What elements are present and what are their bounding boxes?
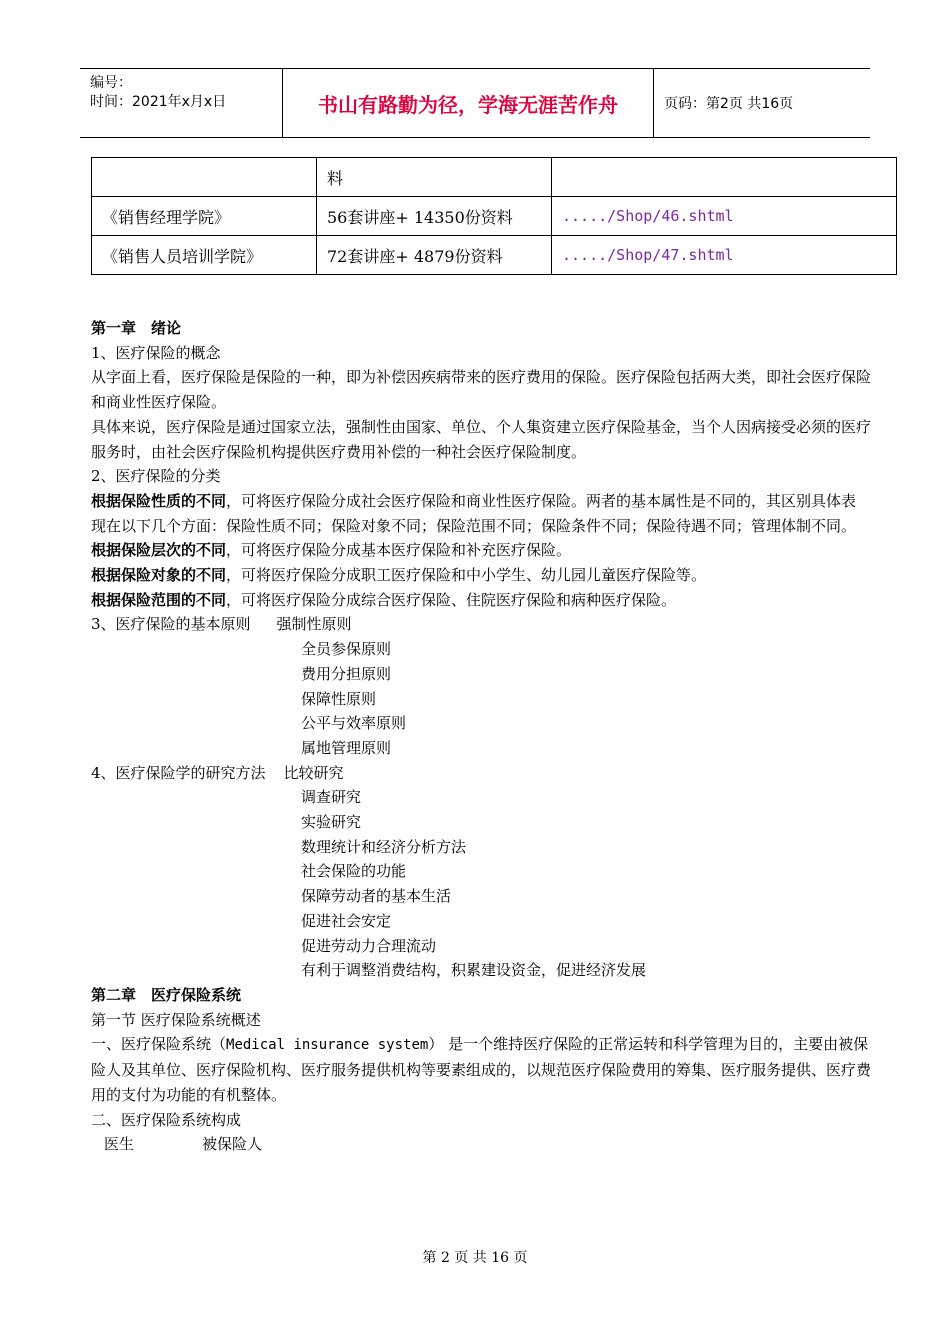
header-meta: [80, 69, 283, 137]
table-link[interactable]: ...../Shop/47.shtml: [552, 236, 897, 275]
table-link[interactable]: ...../Shop/46.shtml: [552, 197, 897, 236]
list-item: 费用分担原则: [301, 664, 392, 683]
list-item: 全员参保原则: [301, 640, 392, 659]
paragraph: [91, 1032, 871, 1107]
paragraph-text: ，可将医疗保险分成综合医疗保险、住院医疗保险和病种医疗保险。: [226, 590, 677, 609]
list-item: 调查研究: [301, 788, 362, 807]
list-item: 公平与效率原则: [301, 714, 407, 733]
paragraph: [91, 588, 871, 613]
section-title: [91, 761, 871, 786]
paragraph: [91, 563, 871, 588]
paragraph: 具体来说，医疗保险是通过国家立法，强制性由国家、单位、个人集资建立医疗保险基金，当个人因病接受必须的医疗服务时，由社会医疗保险机构提供医疗费用补偿的一种社会医疗保险制度。: [91, 417, 872, 461]
paragraph-text: 一、医疗保险系统（: [91, 1035, 227, 1054]
bold-lead: 根据保险范围的不同: [91, 590, 227, 609]
section-title: 2、医疗保险的分类: [91, 467, 221, 486]
table-row: [92, 158, 897, 197]
table-cell: 72套讲座+ 4879份资料: [317, 236, 552, 275]
table-row: [92, 197, 897, 236]
resource-table: [91, 157, 897, 275]
chapter-title: 第一章 绪论: [91, 319, 182, 337]
header-motto: 书山有路勤为径，学海无涯苦作舟: [283, 69, 654, 137]
list-item: 数理统计和经济分析方法: [301, 837, 467, 856]
paragraph: [91, 538, 871, 563]
list-item: 有利于调整消费结构，积累建设资金，促进经济发展: [301, 961, 647, 980]
list-item: 比较研究: [283, 763, 344, 782]
document-body: [91, 316, 871, 1157]
paragraph: [91, 489, 871, 538]
doctor-label: 医生: [104, 1135, 135, 1154]
section-title-text: 4、医疗保险学的研究方法: [91, 763, 266, 782]
list-item: 促进社会安定: [301, 911, 392, 930]
bold-lead: 根据保险性质的不同: [91, 491, 227, 510]
date-line: 时间：2021年x月x日: [90, 94, 227, 110]
section-title: 1、医疗保险的概念: [91, 343, 221, 362]
table-cell: 料: [317, 158, 552, 197]
bold-lead: 根据保险层次的不同: [91, 541, 227, 560]
insured-label: 被保险人: [202, 1135, 263, 1154]
bold-lead: 根据保险对象的不同: [91, 566, 227, 585]
table-cell: 《销售人员培训学院》: [92, 236, 317, 275]
list-item: 保障性原则: [301, 689, 377, 708]
list-item: 属地管理原则: [301, 738, 392, 757]
table-row: [92, 236, 897, 275]
header-page-info: 页码：第2页 共16页: [664, 96, 794, 112]
list-item: 促进劳动力合理流动: [301, 936, 437, 955]
english-term: Medical insurance system: [226, 1037, 429, 1054]
page-header: [80, 68, 870, 138]
list-item: 强制性原则: [276, 615, 352, 634]
table-cell: 《销售经理学院》: [92, 197, 317, 236]
list-item: 实验研究: [301, 813, 362, 832]
paragraph-text: ，可将医疗保险分成职工医疗保险和中小学生、幼儿园儿童医疗保险等。: [226, 566, 707, 585]
list-item: 社会保险的功能: [301, 862, 407, 881]
diagram-labels: [91, 1132, 871, 1157]
paragraph-text: ） 是一个维持医疗保险的正常运转和科学管理为目的，主要由被保险人及其单位、医疗保险机构、医疗服务提供机构等要素组成的，以规范医疗保险费用的筹集、医疗服务提供、医疗费用的支付为功能的有机整体。: [91, 1035, 872, 1104]
section-title: 第一节 医疗保险系统概述: [91, 1010, 261, 1029]
number-label: 编号：: [90, 75, 132, 91]
paragraph: 从字面上看，医疗保险是保险的一种，即为补偿因疾病带来的医疗费用的保险。医疗保险包括两大类，即社会医疗保险和商业性医疗保险。: [91, 368, 872, 412]
table-cell: 56套讲座+ 14350份资料: [317, 197, 552, 236]
page-footer: 第 2 页 共 16 页: [422, 1250, 528, 1266]
paragraph-text: ，可将医疗保险分成社会医疗保险和商业性医疗保险。两者的基本属性是不同的，其区别具体表现在以下几个方面：保险性质不同；保险对象不同；保险范围不同；保险条件不同；保险待遇不同；管理体制不同。: [91, 491, 857, 535]
table-link[interactable]: [552, 158, 897, 197]
chapter-title: 第二章 医疗保险系统: [91, 985, 242, 1004]
table-cell: [92, 158, 317, 197]
list-item: 保障劳动者的基本生活: [301, 887, 452, 906]
section-title: 二、医疗保险系统构成: [91, 1110, 242, 1129]
section-title: [91, 612, 871, 637]
section-title-text: 3、医疗保险的基本原则: [91, 615, 251, 634]
paragraph-text: ，可将医疗保险分成基本医疗保险和补充医疗保险。: [226, 541, 572, 560]
